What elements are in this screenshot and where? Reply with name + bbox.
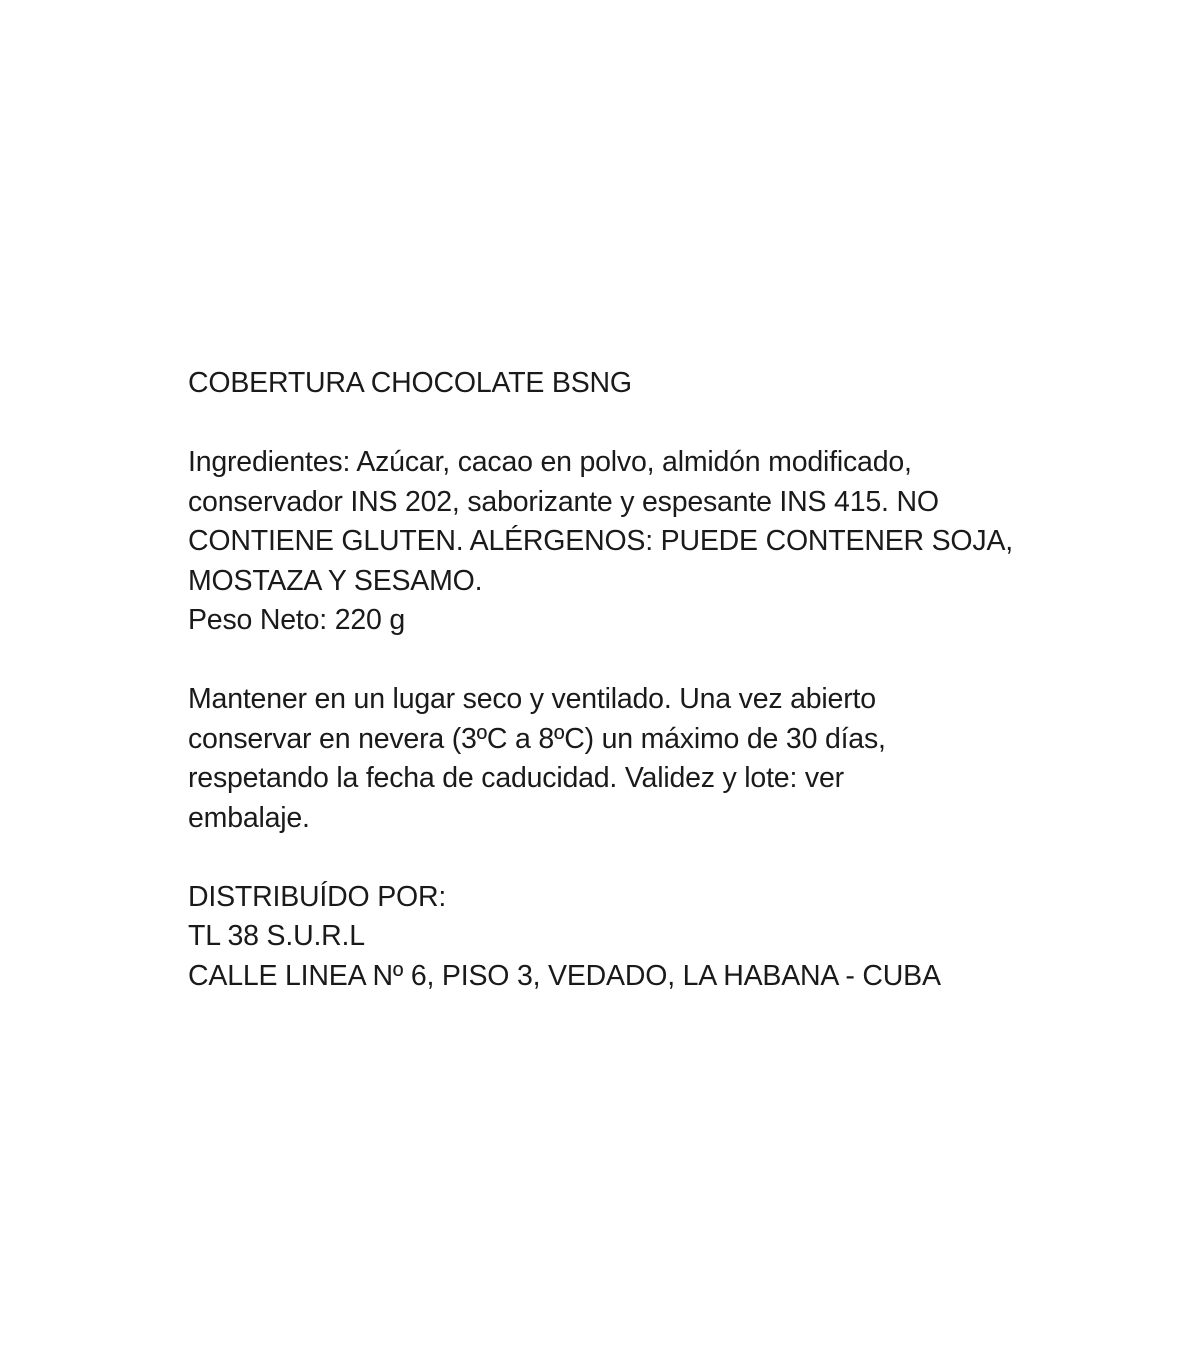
ingredients-block	[188, 443, 1088, 641]
net-weight: Peso Neto: 220 g	[188, 604, 406, 636]
product-name: COBERTURA CHOCOLATE BSNG	[188, 367, 632, 399]
product-name-block	[188, 364, 1088, 404]
ingredients-line: MOSTAZA Y SESAMO.	[188, 564, 483, 597]
storage-line: Mantener en un lugar seco y ventilado. Una vez abierto	[188, 683, 876, 715]
distributor-company: TL 38 S.U.R.L	[188, 920, 365, 952]
storage-line: conservar en nevera (3ºC a 8ºC) un máximo de 30 días,	[188, 722, 886, 755]
storage-line: embalaje.	[188, 801, 310, 834]
distributor-block	[188, 878, 1088, 997]
distributor-address: CALLE LINEA Nº 6, PISO 3, VEDADO, LA HABANA - CUBA	[188, 959, 941, 992]
distributor-heading: DISTRIBUÍDO POR:	[188, 880, 447, 913]
ingredients-line: CONTIENE GLUTEN. ALÉRGENOS: PUEDE CONTENER SOJA,	[188, 525, 1013, 557]
product-label	[188, 364, 1088, 996]
spacer	[188, 404, 1088, 444]
storage-line: respetando la fecha de caducidad. Validez y lote: ver	[188, 762, 844, 794]
spacer	[188, 641, 1088, 681]
storage-block	[188, 680, 1088, 838]
spacer	[188, 838, 1088, 878]
ingredients-line: Ingredientes: Azúcar, cacao en polvo, almidón modificado,	[188, 446, 912, 478]
ingredients-line: conservador INS 202, saborizante y espesante INS 415. NO	[188, 485, 939, 518]
